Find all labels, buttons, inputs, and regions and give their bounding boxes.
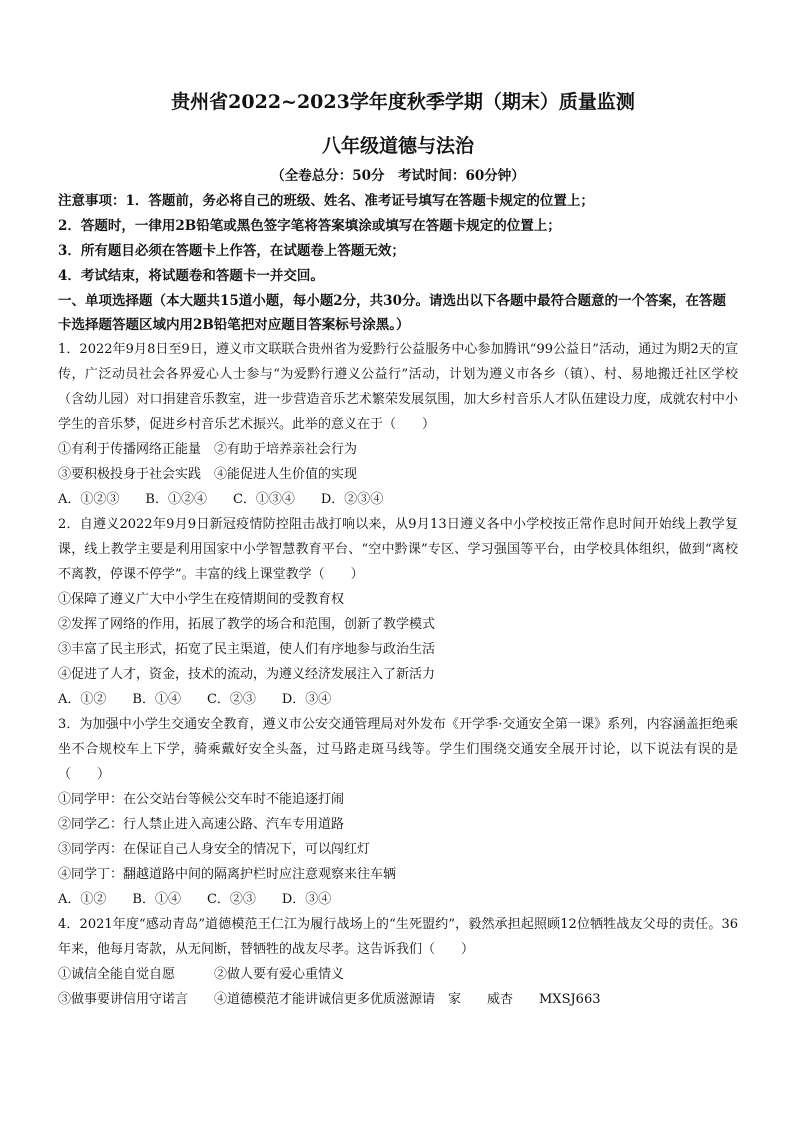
question-stem: 4．2021年度“感动青岛”道德模范王仁江为履行战场上的“生死盟约”，毅然承担起照顾12位牺牲战友父母的责任。36年来，他每月寄款，从无间断，替牺牲的战友尽孝。这告诉我们（ ）	[58, 917, 738, 957]
note-line: 2．答题时，一律用2B铅笔或黑色签字笔将答案填涂或填写在答题卡规定的位置上；	[58, 218, 561, 234]
exam-page	[58, 90, 738, 1012]
statement-item: ③丰富了民主形式，拓宽了民主渠道，使人们有序地参与政治生活	[58, 642, 436, 657]
note-line: 4．考试结束，将试题卷和答题卡一并交回。	[58, 268, 324, 284]
answer-options: A．①② B．①④ C．②③ D．③④	[58, 692, 332, 707]
statement-item: ①保障了遵义广大中小学生在疫情期间的受教育权	[58, 592, 345, 607]
question-1	[58, 337, 738, 512]
answer-options: A．①② B．①④ C．②③ D．③④	[58, 892, 332, 907]
question-4	[58, 912, 738, 1012]
statement-item: ①同学甲：在公交站台等候公交车时不能追逐打闹	[58, 792, 345, 807]
exam-title: 贵州省2022~2023学年度秋季学期（期末）质量监测	[171, 91, 635, 113]
question-stem: 1．2022年9月8日至9日，遵义市文联联合贵州省为爱黔行公益服务中心参加腾讯“99公益日”活动，通过为期2天的宣传，广泛动员社会各界爱心人士参与“为爱黔行遵义公益行”活动，计划为遵义市各乡（镇）、村、易地搬迁社区学校（含幼儿园）对口捐建音乐教室，进一步营造音乐艺术繁荣发展氛围，加大乡村音乐人才队伍建设力度，成就农村中小学生的音乐梦，促进乡村音乐艺术振兴。此举的意义在于（ ）	[58, 342, 738, 432]
statement-item: ④同学丁：翻越道路中间的隔离护栏时应注意观察来往车辆	[58, 867, 397, 882]
answer-options: A．①②③ B．①②④ C．①③④ D．②③④	[58, 492, 384, 507]
exam-subject: 八年级道德与法治	[321, 135, 474, 157]
statement-item: ②发挥了网络的作用，拓展了教学的场合和范围，创新了教学模式	[58, 617, 436, 632]
question-stem: 3．为加强中小学生交通安全教育，遵义市公安交通管理局对外发布《开学季·交通安全第一课》系列，内容涵盖拒绝乘坐不合规校车上下学，骑乘戴好安全头盔，过马路走斑马线等。学生们围绕交通安全展开讨论，以下说法有误的是（ ）	[58, 717, 738, 782]
statement-item: ④促进了人才，资金，技术的流动，为遵义经济发展注入了新活力	[58, 667, 436, 682]
statement-item: ①诚信全能自觉自愿 ②做人要有爱心重情义	[58, 967, 345, 982]
exam-meta: （全卷总分：50分 考试时间：60分钟）	[271, 168, 525, 184]
section-heading: 一、单项选择题（本大题共15道小题，每小题2分，共30分。请选出以下各题中最符合题意的一个答案，在答题卡选择题答题区域内用2B铅笔把对应题目答案标号涂黑。）	[58, 293, 726, 333]
question-stem: 2．自遵义2022年9月9日新冠疫情防控阻击战打响以来，从9月13日遵义各中小学校按正常作息时间开始线上教学复课，线上教学主要是利用国家中小学智慧教育平台、“空中黔课”专区、学习强国等平台，由学校具体组织，做到“离校不离教，停课不停学”。丰富的线上课堂教学（ ）	[58, 517, 738, 582]
note-line: 注意事项：1．答题前，务必将自己的班级、姓名、准考证号填写在答题卡规定的位置上；	[58, 193, 594, 209]
question-3	[58, 712, 738, 912]
note-line: 3．所有题目必须在答题卡上作答，在试题卷上答题无效；	[58, 243, 405, 259]
statement-item: ①有利于传播网络正能量 ②有助于培养亲社会行为	[58, 442, 358, 457]
statement-item: ②同学乙：行人禁止进入高速公路、汽车专用道路	[58, 817, 345, 832]
statement-item: ③做事要讲信用守诺言 ④道德模范才能讲诚信更多优质滋源请 家 威杏 MXSJ663	[58, 992, 601, 1007]
statement-item: ③同学丙：在保证自己人身安全的情况下，可以闯红灯	[58, 842, 371, 857]
notes-block	[58, 189, 738, 289]
question-2	[58, 512, 738, 712]
statement-item: ③要积极投身于社会实践 ④能促进人生价值的实现	[58, 467, 358, 482]
